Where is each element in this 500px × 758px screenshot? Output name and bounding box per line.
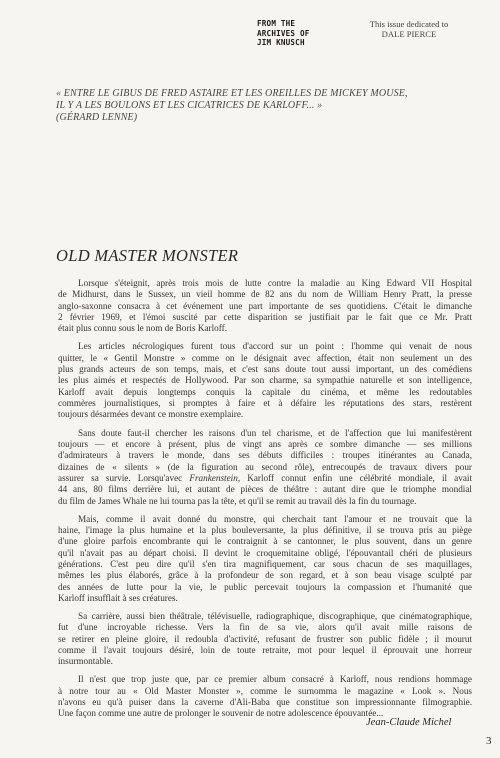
paragraph-line: était plus connu sous le nom de Boris Karloff. xyxy=(58,323,228,334)
paragraph-line: qu'il n'avait pas au départ choisi. Il devint le croquemitaine obligé, l'épouvantail chéri de plusieurs xyxy=(58,547,472,558)
paragraph-line: les plus aimés et respectés de Hollywood. Par son charme, sa sympathie naturelle et son intelligence, xyxy=(58,375,472,386)
paragraph-line: assurer sa survie. Lorsqu'avec Frankenstein, Karloff connut enfin une célébrité mondiale, il avait xyxy=(58,472,473,483)
paragraph-line: des années de lutte pour la vie, le public percevait toujours la compassion et l'humanité que xyxy=(58,581,472,592)
paragraph-line: n'avons eu qu'à puiser dans la caverne d'Ali-Baba que constitue son impressionnante filmographie. xyxy=(58,697,472,708)
paragraph-line: Une façon comme une autre de prolonger le souvenir de notre adolescence épouvantée... xyxy=(58,708,384,719)
paragraph-line: insurmontable. xyxy=(58,656,113,667)
dedication-line: DALE PIERCE xyxy=(381,29,437,40)
paragraph-line: 44 ans, 80 films derrière lui, et autant de pièces de théâtre : autant dire que le triomphe mondial xyxy=(58,484,472,495)
paragraph-line: de Midhurst, dans le Sussex, un vieil homme de 82 ans du nom de William Henry Pratt, la presse xyxy=(58,289,472,300)
archives-line: JIM KNUSCH xyxy=(257,38,305,48)
paragraph-line: anglo-saxonne consacra à cet événement une part importante de ses quotidiens. C'était le dimanche xyxy=(58,300,472,311)
author-signature: Jean-Claude Michel xyxy=(366,717,452,728)
paragraph-line: fut d'une incroyable richesse. Vers la fin de sa vie, alors qu'il avait mille raisons de xyxy=(58,622,472,633)
paragraph-line: quitter, le « Gentil Monstre » comme on le désignait avec affection, était non seulement un des xyxy=(58,352,472,363)
paragraph-line: Les articles nécrologiques furent tous d'accord sur un point : l'homme qui venait de nous xyxy=(78,341,472,352)
paragraph-line: commères journalistiques, si promptes à faire et à défaire les réputations des stars, restèrent xyxy=(58,398,472,409)
paragraph-line: toujours — et encore à présent, plus de vingt ans après ce sombre dimanche — ses millions xyxy=(58,438,472,449)
paragraph xyxy=(58,428,472,507)
paragraph-line: comme il l'avait toujours désiré, loin de toute retraite, mot pour lequel il éprouvait une horreur xyxy=(58,645,472,656)
archives-line: ARCHIVES OF xyxy=(257,28,310,38)
archives-credit xyxy=(257,19,310,48)
epigraph-line: IL Y A LES BOULONS ET LES CICATRICES DE KARLOFF... » xyxy=(56,99,323,111)
paragraph-line: toujours désarmées devant ce monstre exemplaire. xyxy=(58,409,244,420)
paragraph-line: Sa carrière, aussi bien théâtrale, télévisuelle, radiographique, discographique, que cinématographique, xyxy=(78,611,472,622)
paragraph-line: haine, l'image la plus humaine et la plus bouleversante, la plus définitive, il se trouva pris au piège xyxy=(58,524,472,535)
paragraph xyxy=(58,514,472,605)
epigraph-line: (GÉRARD LENNE) xyxy=(56,111,138,123)
film-title: Frankenstein xyxy=(189,472,238,483)
paragraph-line: Mais, comme il avait donné du monstre, qui cherchait tant l'amour et ne trouvait que la xyxy=(78,513,472,524)
paragraph-line: d'admirateurs à travers le monde, dans ses débuts difficiles : troupes itinérantes au Canada, xyxy=(58,450,472,461)
dedication-note xyxy=(355,19,463,39)
dedication-line: This issue dedicated to xyxy=(369,19,449,29)
paragraph-line: dizaines de « silents » (de la figuration au second rôle), entrecoupés de travaux divers pour xyxy=(58,461,472,472)
paragraph-line: Lorsque s'éteignit, après trois mois de lutte contre la maladie au King Edward VII Hospital xyxy=(78,278,472,288)
article-body xyxy=(58,278,472,727)
paragraph xyxy=(58,278,472,335)
paragraph-line: Il n'est que trop juste que, par ce premier album consacré à Karloff, nous rendions hommage xyxy=(78,674,472,685)
archives-line: FROM THE xyxy=(257,19,296,28)
paragraph-line: du film de James Whale ne lui tourna pas la tête, et qu'il se remit au travail dès la fin du tournage. xyxy=(58,495,417,506)
paragraph xyxy=(58,674,472,719)
paragraph-line: Sans doute faut-il chercher les raisons d'un tel charisme, et de l'affection que lui manifestèrent xyxy=(78,427,472,438)
page-number: 3 xyxy=(486,735,492,747)
paragraph xyxy=(58,611,472,668)
paragraph xyxy=(58,341,472,420)
paragraph-line: générations. C'est peu dire qu'il s'en tira magnifiquement, car sous chacun de ses maquillages, xyxy=(58,558,472,569)
paragraph-line: plus grands acteurs de son temps, mais, et c'est sans doute tout aussi important, un des comédiens xyxy=(58,364,472,375)
paragraph-line: d'une gloire parfois encombrante qui le contraignit à se cantonner, le plus souvent, dans un genre xyxy=(58,536,472,547)
paragraph-line: mêmes les plus élaborés, grâce à la profondeur de son regard, et à son beau visage sculpté par xyxy=(58,570,472,581)
paragraph-line: se retirer en pleine gloire, il redoubla d'activité, refusant de frustrer son public fidèle ; il mourut xyxy=(58,633,472,644)
article-title: OLD MASTER MONSTER xyxy=(56,246,239,265)
paragraph-line: à notre tour au « Old Master Monster », comme le surnomma le magazine « Look ». Nous xyxy=(58,685,472,696)
paragraph-line: Karloff insufflait à ses créatures. xyxy=(58,593,178,603)
paragraph-line: 2 février 1969, et l'émoi suscité par cette disparition se justifiait par le fait que ce Mr. Pratt xyxy=(58,312,472,323)
paragraph-line: Karloff avait depuis longtemps conquis la capitale du cinéma, et même les redoutables xyxy=(58,386,472,397)
epigraph-line: « ENTRE LE GIBUS DE FRED ASTAIRE ET LES OREILLES DE MICKEY MOUSE, xyxy=(56,88,408,99)
epigraph-quote xyxy=(56,88,476,123)
